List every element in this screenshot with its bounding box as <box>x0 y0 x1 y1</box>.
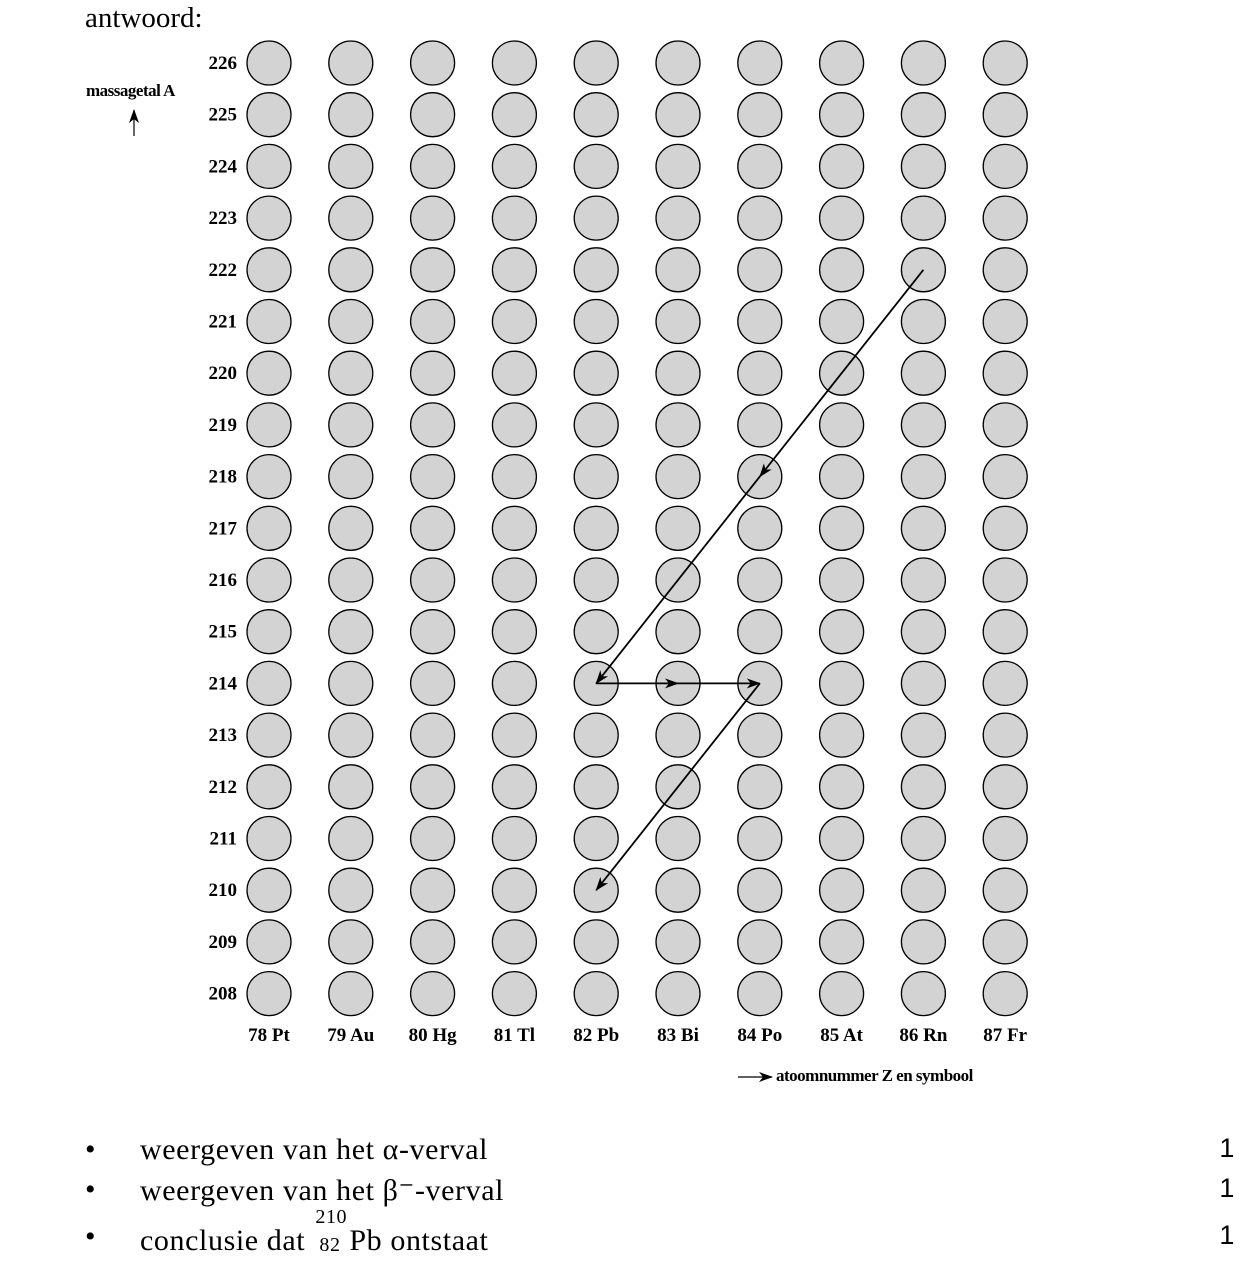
nuclide-circle <box>492 41 536 85</box>
y-tick-label: 216 <box>208 570 237 591</box>
bullet-icon: • <box>85 1173 97 1206</box>
nuclide-circle <box>820 765 864 809</box>
nuclide-circle <box>247 196 291 240</box>
nuclide-circle <box>411 93 455 137</box>
nuclide-circle <box>738 713 782 757</box>
nuclide-circle <box>329 144 373 188</box>
nuclide-circle <box>983 920 1027 964</box>
y-tick-label: 215 <box>208 621 237 643</box>
nuclide-circle <box>983 713 1027 757</box>
nuclide-circle <box>901 403 945 447</box>
nuclide-circle <box>411 972 455 1016</box>
nuclide-circle <box>901 817 945 861</box>
y-tick-label: 217 <box>208 518 237 540</box>
nuclide-circle <box>574 41 618 85</box>
nuclide-circle <box>656 248 700 292</box>
y-tick-label: 208 <box>208 983 237 1005</box>
nuclide-circle <box>983 41 1027 85</box>
nuclide-circle <box>738 351 782 395</box>
nuclide-circle <box>983 403 1027 447</box>
nuclide-circle <box>983 661 1027 705</box>
x-tick-label: 81 Tl <box>493 1025 536 1046</box>
nuclide-circle <box>738 248 782 292</box>
nuclide-circle <box>820 455 864 499</box>
nuclide-circle <box>983 93 1027 137</box>
nuclide-circle <box>901 765 945 809</box>
y-tick-label: 224 <box>208 156 237 178</box>
nuclide-circle <box>329 558 373 602</box>
nuclide-circle <box>411 817 455 861</box>
x-tick-label: 82 Pb <box>573 1025 620 1046</box>
criteria-pre-text: conclusie dat <box>140 1224 306 1257</box>
nuclide-circle <box>820 41 864 85</box>
nuclide-circle <box>738 300 782 344</box>
nuclide-circle <box>574 920 618 964</box>
nuclide-circle <box>411 558 455 602</box>
nuclide-circle <box>492 868 536 912</box>
y-tick-label: 220 <box>208 363 237 385</box>
nuclide-circle <box>820 93 864 137</box>
nuclide-circle <box>983 248 1027 292</box>
nuclide-circle <box>820 403 864 447</box>
x-tick-label: 84 Po <box>737 1025 783 1046</box>
nuclide-circle <box>492 455 536 499</box>
nuclide-circle <box>411 41 455 85</box>
nuclide-circle <box>738 817 782 861</box>
nuclide-circle <box>492 765 536 809</box>
nuclide-circle <box>901 610 945 654</box>
nuclide-circle <box>574 351 618 395</box>
nuclide-circle <box>738 868 782 912</box>
nuclide-circle <box>411 248 455 292</box>
nuclide-circle <box>574 713 618 757</box>
nuclide-circle <box>656 817 700 861</box>
x-tick-label: 79 Au <box>327 1025 375 1046</box>
nuclide-circle <box>492 196 536 240</box>
x-tick-label: 87 Fr <box>983 1025 1028 1046</box>
nuclide-circle <box>247 93 291 137</box>
x-tick-label: 80 Hg <box>408 1025 457 1046</box>
bullet-icon: • <box>85 1133 97 1166</box>
nuclide-circle <box>901 972 945 1016</box>
nuclide-circle <box>738 972 782 1016</box>
nuclide-circle <box>411 455 455 499</box>
nuclide-circle <box>492 920 536 964</box>
nuclide-circle <box>574 455 618 499</box>
nuclide-circle <box>329 351 373 395</box>
nuclide-circle <box>656 196 700 240</box>
nuclide-circle <box>492 351 536 395</box>
nuclide-circle <box>247 972 291 1016</box>
nuclide-circle <box>247 558 291 602</box>
nuclide-circle <box>983 506 1027 550</box>
x-tick-label: 85 At <box>820 1025 863 1046</box>
nuclide-circle <box>820 817 864 861</box>
nuclide-circle <box>247 661 291 705</box>
nuclide-circle <box>656 713 700 757</box>
nuclide-circle <box>329 868 373 912</box>
y-tick-label: 212 <box>208 776 237 798</box>
atomic-number: 82 <box>319 1234 341 1256</box>
nuclide-circle <box>247 920 291 964</box>
nuclide-circle <box>247 300 291 344</box>
nuclide-circle <box>411 868 455 912</box>
nuclide-circle <box>901 506 945 550</box>
nuclide-circle <box>247 41 291 85</box>
nuclide-circle <box>656 351 700 395</box>
nuclide-circle <box>820 868 864 912</box>
nuclide-circle <box>574 300 618 344</box>
nuclide-circle <box>820 972 864 1016</box>
nuclide-circle <box>411 196 455 240</box>
nuclide-circle <box>656 93 700 137</box>
nuclide-circle <box>247 455 291 499</box>
nuclide-circle <box>247 144 291 188</box>
nuclide-circle <box>411 506 455 550</box>
nuclide-circle <box>983 610 1027 654</box>
criteria-post-text: ontstaat <box>390 1224 489 1257</box>
nuclide-circle <box>983 351 1027 395</box>
criteria-score: 1 <box>1219 1173 1235 1203</box>
nuclide-circle <box>983 558 1027 602</box>
nuclide-circle <box>901 351 945 395</box>
nuclide-circle <box>820 661 864 705</box>
x-axis-title: atoomnummer Z en symbool <box>776 1066 973 1085</box>
y-tick-label: 214 <box>208 673 237 695</box>
nuclide-circle <box>901 144 945 188</box>
criteria-text <box>140 1206 489 1258</box>
nuclide-circle <box>656 610 700 654</box>
nuclide-circle <box>820 610 864 654</box>
nuclide-circle <box>983 972 1027 1016</box>
nuclide-circle <box>329 765 373 809</box>
nuclide-circle <box>247 713 291 757</box>
nuclide-circle <box>820 144 864 188</box>
nuclide-circle <box>656 506 700 550</box>
nuclide-circle <box>329 248 373 292</box>
nuclide-circle <box>411 920 455 964</box>
nuclide-circle <box>901 196 945 240</box>
nuclide-circle <box>574 403 618 447</box>
nuclide-circle <box>656 920 700 964</box>
nuclide-circle <box>656 144 700 188</box>
nuclide-circle <box>492 248 536 292</box>
nuclide-circle <box>574 610 618 654</box>
nuclide-circle <box>492 610 536 654</box>
nuclide-circle <box>574 972 618 1016</box>
bullet-icon: • <box>85 1220 97 1253</box>
criteria-text: weergeven van het α-verval <box>140 1133 489 1166</box>
nuclide-circle <box>901 713 945 757</box>
nuclide-circle <box>247 817 291 861</box>
nuclide-circle <box>901 558 945 602</box>
y-tick-label: 223 <box>208 208 237 230</box>
nuclide-circle <box>247 610 291 654</box>
nuclide-circle <box>656 41 700 85</box>
nuclide-circle <box>247 868 291 912</box>
nuclide-circle <box>492 93 536 137</box>
nuclide-circle <box>411 661 455 705</box>
nuclide-circle <box>411 300 455 344</box>
nuclide-circle <box>247 403 291 447</box>
nuclide-circle <box>574 558 618 602</box>
nuclide-circle <box>983 144 1027 188</box>
nuclide-circle <box>656 403 700 447</box>
criteria-item-beta <box>85 1173 1235 1209</box>
nuclide-circle <box>738 93 782 137</box>
mass-number: 210 <box>315 1206 348 1228</box>
y-tick-label: 221 <box>208 311 237 333</box>
nuclide-circle <box>574 144 618 188</box>
y-tick-label: 209 <box>208 931 237 953</box>
nuclide-circle <box>983 868 1027 912</box>
nuclide-circle <box>738 403 782 447</box>
x-tick-label: 86 Rn <box>899 1025 948 1046</box>
nuclide-circle <box>492 972 536 1016</box>
nuclide-circle <box>492 300 536 344</box>
nuclide-circle <box>411 610 455 654</box>
nuclide-circle <box>492 506 536 550</box>
nuclide-circle <box>411 713 455 757</box>
nuclide-circle <box>820 713 864 757</box>
criteria-item-alpha <box>85 1133 1235 1169</box>
nuclide-circle <box>329 455 373 499</box>
y-tick-label: 222 <box>208 259 237 281</box>
nuclide-circle <box>492 817 536 861</box>
x-tick-label: 83 Bi <box>657 1025 699 1046</box>
y-tick-label: 218 <box>208 466 237 488</box>
nuclide-circle <box>329 403 373 447</box>
nuclide-circle <box>329 196 373 240</box>
nuclide-circle <box>492 713 536 757</box>
criteria-score: 1 <box>1219 1133 1235 1163</box>
nuclide-circle <box>738 196 782 240</box>
y-tick-label: 213 <box>208 725 237 747</box>
nuclide-notation <box>313 1206 349 1256</box>
y-tick-label: 219 <box>208 414 237 436</box>
element-symbol: Pb <box>349 1224 383 1257</box>
nuclide-circle <box>738 144 782 188</box>
criteria-text: weergeven van het β⁻-verval <box>140 1174 505 1207</box>
nuclide-circle <box>329 93 373 137</box>
nuclide-circle <box>247 248 291 292</box>
nuclide-circle <box>329 300 373 344</box>
nuclide-circle <box>820 558 864 602</box>
nuclide-circle <box>329 920 373 964</box>
answer-heading: antwoord: <box>85 2 203 34</box>
nuclide-circle <box>492 403 536 447</box>
nuclide-circle <box>656 972 700 1016</box>
nuclide-circle <box>983 817 1027 861</box>
y-tick-label: 225 <box>208 104 237 126</box>
criteria-score: 1 <box>1219 1220 1235 1250</box>
nuclide-circle <box>983 300 1027 344</box>
nuclide-circle <box>820 196 864 240</box>
nuclide-circle <box>901 41 945 85</box>
nuclide-circle <box>738 558 782 602</box>
nuclide-circle <box>656 455 700 499</box>
nuclide-circle <box>901 661 945 705</box>
nuclide-circle <box>738 765 782 809</box>
nuclide-circle <box>574 765 618 809</box>
nuclide-circle <box>329 506 373 550</box>
nuclide-circle <box>656 868 700 912</box>
nuclide-circle <box>492 558 536 602</box>
criteria-item-conclusion <box>85 1206 1235 1257</box>
nuclide-circle <box>492 144 536 188</box>
nuclide-circle <box>574 196 618 240</box>
nuclide-circle <box>983 455 1027 499</box>
nuclide-circle <box>574 248 618 292</box>
nuclide-circle <box>820 920 864 964</box>
y-tick-label: 226 <box>208 53 237 74</box>
nuclide-circle <box>247 506 291 550</box>
nuclide-circle <box>983 196 1027 240</box>
y-tick-label: 210 <box>208 880 237 902</box>
nuclide-circle <box>411 351 455 395</box>
nuclide-circle <box>329 41 373 85</box>
nuclide-circle <box>901 455 945 499</box>
nuclide-circle <box>574 506 618 550</box>
nuclide-circle <box>329 817 373 861</box>
nuclide-circle <box>656 300 700 344</box>
x-tick-label: 78 Pt <box>248 1025 290 1046</box>
nuclide-circle <box>329 713 373 757</box>
nuclide-circle <box>738 920 782 964</box>
nuclide-circle <box>901 868 945 912</box>
nuclide-circle <box>574 817 618 861</box>
nuclide-circle <box>329 972 373 1016</box>
nuclide-circle <box>411 765 455 809</box>
nuclide-circle <box>738 610 782 654</box>
nuclide-circle <box>820 506 864 550</box>
nuclide-circle <box>901 93 945 137</box>
nuclide-circle <box>901 920 945 964</box>
nuclide-circle <box>411 144 455 188</box>
y-axis-title: massagetal A <box>86 81 175 100</box>
y-tick-label: 211 <box>209 828 237 850</box>
nuclide-circle <box>738 506 782 550</box>
nuclide-circle <box>820 300 864 344</box>
nuclide-circle <box>738 41 782 85</box>
nuclide-circle <box>983 765 1027 809</box>
nuclide-circle <box>247 765 291 809</box>
nuclide-circle <box>411 403 455 447</box>
nuclide-circle <box>492 661 536 705</box>
nuclide-circle <box>820 248 864 292</box>
nuclide-circle <box>247 351 291 395</box>
nuclide-circle <box>329 661 373 705</box>
nuclide-circle <box>901 300 945 344</box>
nuclide-circle <box>574 93 618 137</box>
nuclide-circle <box>329 610 373 654</box>
